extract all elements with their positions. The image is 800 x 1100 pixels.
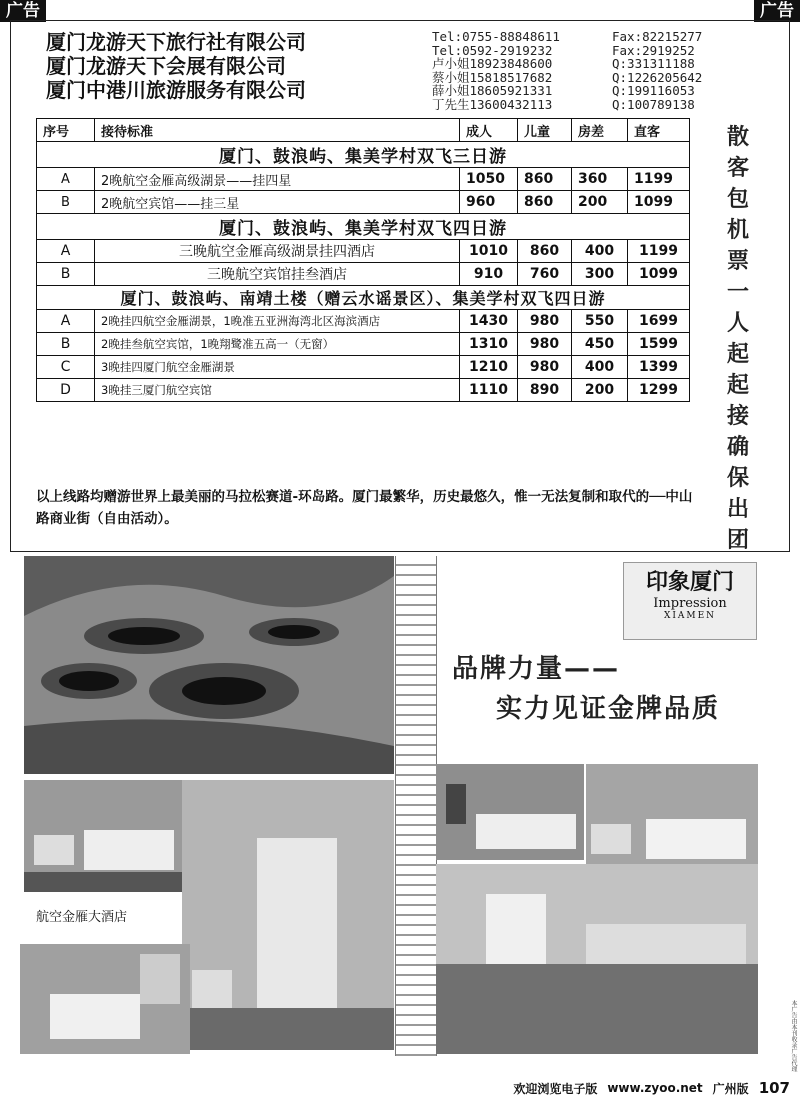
cell: 1099 [628, 263, 690, 286]
cell: 1430 [460, 310, 518, 333]
tulou-photo [24, 556, 394, 774]
cell: 1210 [460, 356, 518, 379]
logo-title: 印象厦门 [645, 569, 734, 595]
cell: 1599 [628, 333, 690, 356]
slogan-char: 散 [726, 124, 749, 150]
cell: C [37, 356, 95, 379]
col-header: 儿童 [518, 119, 572, 142]
cell: 910 [460, 263, 518, 286]
hotel-room-photo [586, 764, 758, 870]
cell: 980 [518, 356, 572, 379]
slogan-char: 起 [726, 372, 749, 398]
vertical-slogan [718, 122, 758, 556]
side-note: 本广告由本刊收录广告代理 [790, 1000, 797, 1072]
contact-left: 卢小姐18923848600 [432, 56, 553, 71]
slogan-char: 起 [726, 341, 749, 367]
cell: 200 [572, 379, 628, 402]
cell: A [37, 168, 95, 191]
page-footer [513, 1079, 790, 1097]
table-row [37, 356, 690, 379]
table-row [37, 191, 690, 214]
cell: 300 [572, 263, 628, 286]
contact-right: Q:1226205642 [612, 69, 703, 85]
section-row [37, 142, 690, 168]
slogan-char: 团 [726, 527, 749, 553]
impression-xiamen-logo [623, 562, 757, 640]
ad-tag-right: 广告 [754, 0, 800, 22]
page-number: 107 [758, 1079, 790, 1097]
slogan-char: 包 [726, 186, 749, 212]
price-table [36, 118, 690, 402]
table-row [37, 310, 690, 333]
cell: A [37, 310, 95, 333]
cell: 1199 [628, 168, 690, 191]
section-row [37, 286, 690, 310]
cell: 550 [572, 310, 628, 333]
slogan-char: 人 [726, 310, 749, 336]
resort-photo [436, 864, 758, 1054]
cell: 400 [572, 240, 628, 263]
footer-site: www.zyoo.net [607, 1081, 703, 1095]
cell: 3晚挂三厦门航空宾馆 [95, 379, 460, 402]
contact-left: 丁先生13600432113 [432, 96, 553, 112]
company-list [46, 30, 306, 102]
section-title: 厦门、鼓浪屿、集美学村双飞四日游 [37, 214, 690, 240]
route-note: 以上线路均赠游世界上最美丽的马拉松赛道-环岛路。厦门最繁华，历史最悠久，惟一无法复制和取代的──中山路商业街（自由活动）。 [36, 489, 693, 527]
cell: 860 [518, 240, 572, 263]
contact-left: 蔡小姐15818517682 [432, 69, 553, 85]
cell: 1050 [460, 168, 518, 191]
table-row [37, 379, 690, 402]
contact-right: Q:199116053 [612, 83, 695, 98]
cell: 1310 [460, 333, 518, 356]
cell: B [37, 263, 95, 286]
cell: 三晚航空宾馆挂叁酒店 [95, 263, 460, 286]
contact-right: Fax:2919252 [612, 42, 695, 58]
col-header: 直客 [628, 119, 690, 142]
slogan-char: 客 [726, 155, 749, 181]
cell: 2晚航空金雁高级湖景——挂四星 [95, 168, 460, 191]
slogan-char: 确 [726, 434, 749, 460]
ad-tag-left: 广告 [0, 0, 46, 22]
contact-block [432, 30, 702, 111]
cell: 1010 [460, 240, 518, 263]
logo-en2: XIAMEN [663, 611, 717, 621]
company-name: 厦门中港川旅游服务有限公司 [46, 78, 306, 102]
col-header: 接待标准 [95, 119, 460, 142]
contact-left: Tel:0592-2919232 [432, 42, 553, 58]
cell: 1399 [628, 356, 690, 379]
footer-welcome: 欢迎浏览电子版 [513, 1081, 598, 1096]
slogan-char: 票 [726, 248, 749, 274]
cell: 980 [518, 310, 572, 333]
cell: 360 [572, 168, 628, 191]
col-header: 序号 [37, 119, 95, 142]
col-header: 成人 [460, 119, 518, 142]
slogan-char: 接 [726, 403, 749, 429]
cell: 980 [518, 333, 572, 356]
contact-right: Fax:82215277 [612, 29, 703, 44]
col-header: 房差 [572, 119, 628, 142]
contact-right: Q:331311188 [612, 56, 695, 71]
cell: 2晚航空宾馆——挂三星 [95, 191, 460, 214]
contact-left: 薛小姐18605921331 [432, 83, 553, 98]
contact-right: Q:100789138 [612, 96, 695, 112]
hotel-room-photo [436, 764, 584, 860]
cell: 860 [518, 168, 572, 191]
hotel-room-photo [24, 780, 182, 892]
section-title: 厦门、鼓浪屿、南靖土楼（赠云水谣景区）、集美学村双飞四日游 [37, 286, 690, 310]
slogan-char: 出 [726, 496, 749, 522]
slogan-char: 机 [726, 217, 749, 243]
cell: 1099 [628, 191, 690, 214]
cell: A [37, 240, 95, 263]
section-title: 厦门、鼓浪屿、集美学村双飞三日游 [37, 142, 690, 168]
cell: 860 [518, 191, 572, 214]
table-row [37, 240, 690, 263]
brand-slogan-1: 品牌力量—— [452, 654, 621, 684]
cell: B [37, 333, 95, 356]
cell: 400 [572, 356, 628, 379]
company-name: 厦门龙游天下会展有限公司 [46, 54, 286, 78]
hotel-caption: 航空金雁大酒店 [36, 910, 128, 925]
cell: 890 [518, 379, 572, 402]
company-name: 厦门龙游天下旅行社有限公司 [46, 30, 306, 54]
cell: 1299 [628, 379, 690, 402]
cell: B [37, 191, 95, 214]
table-row [37, 168, 690, 191]
cell: 450 [572, 333, 628, 356]
cell: 960 [460, 191, 518, 214]
table-row [37, 333, 690, 356]
cell: 2晚挂四航空金雁湖景，1晚准五亚洲海湾北区海滨酒店 [95, 310, 460, 333]
brand-slogan-2: 实力见证金牌品质 [496, 694, 721, 724]
cell: 三晚航空金雁高级湖景挂四酒店 [95, 240, 460, 263]
slogan-char: 保 [726, 465, 749, 491]
table-row [37, 263, 690, 286]
footer-edition: 广州版 [712, 1081, 749, 1096]
cell: 2晚挂叁航空宾馆，1晚翔鹭准五高一（无窗） [95, 333, 460, 356]
cell: 3晚挂四厦门航空金雁湖景 [95, 356, 460, 379]
slogan-char: 一 [726, 279, 749, 305]
hotel-room-photo [20, 944, 190, 1054]
section-row [37, 214, 690, 240]
table-header-row [37, 119, 690, 142]
cell: 1110 [460, 379, 518, 402]
hotel-tower-photo [182, 780, 394, 1050]
contact-left: Tel:0755-88848611 [432, 29, 560, 44]
cell: D [37, 379, 95, 402]
logo-en: Impression [653, 596, 727, 611]
cell: 760 [518, 263, 572, 286]
cell: 200 [572, 191, 628, 214]
filmstrip-decoration [395, 556, 437, 1056]
cell: 1699 [628, 310, 690, 333]
cell: 1199 [628, 240, 690, 263]
